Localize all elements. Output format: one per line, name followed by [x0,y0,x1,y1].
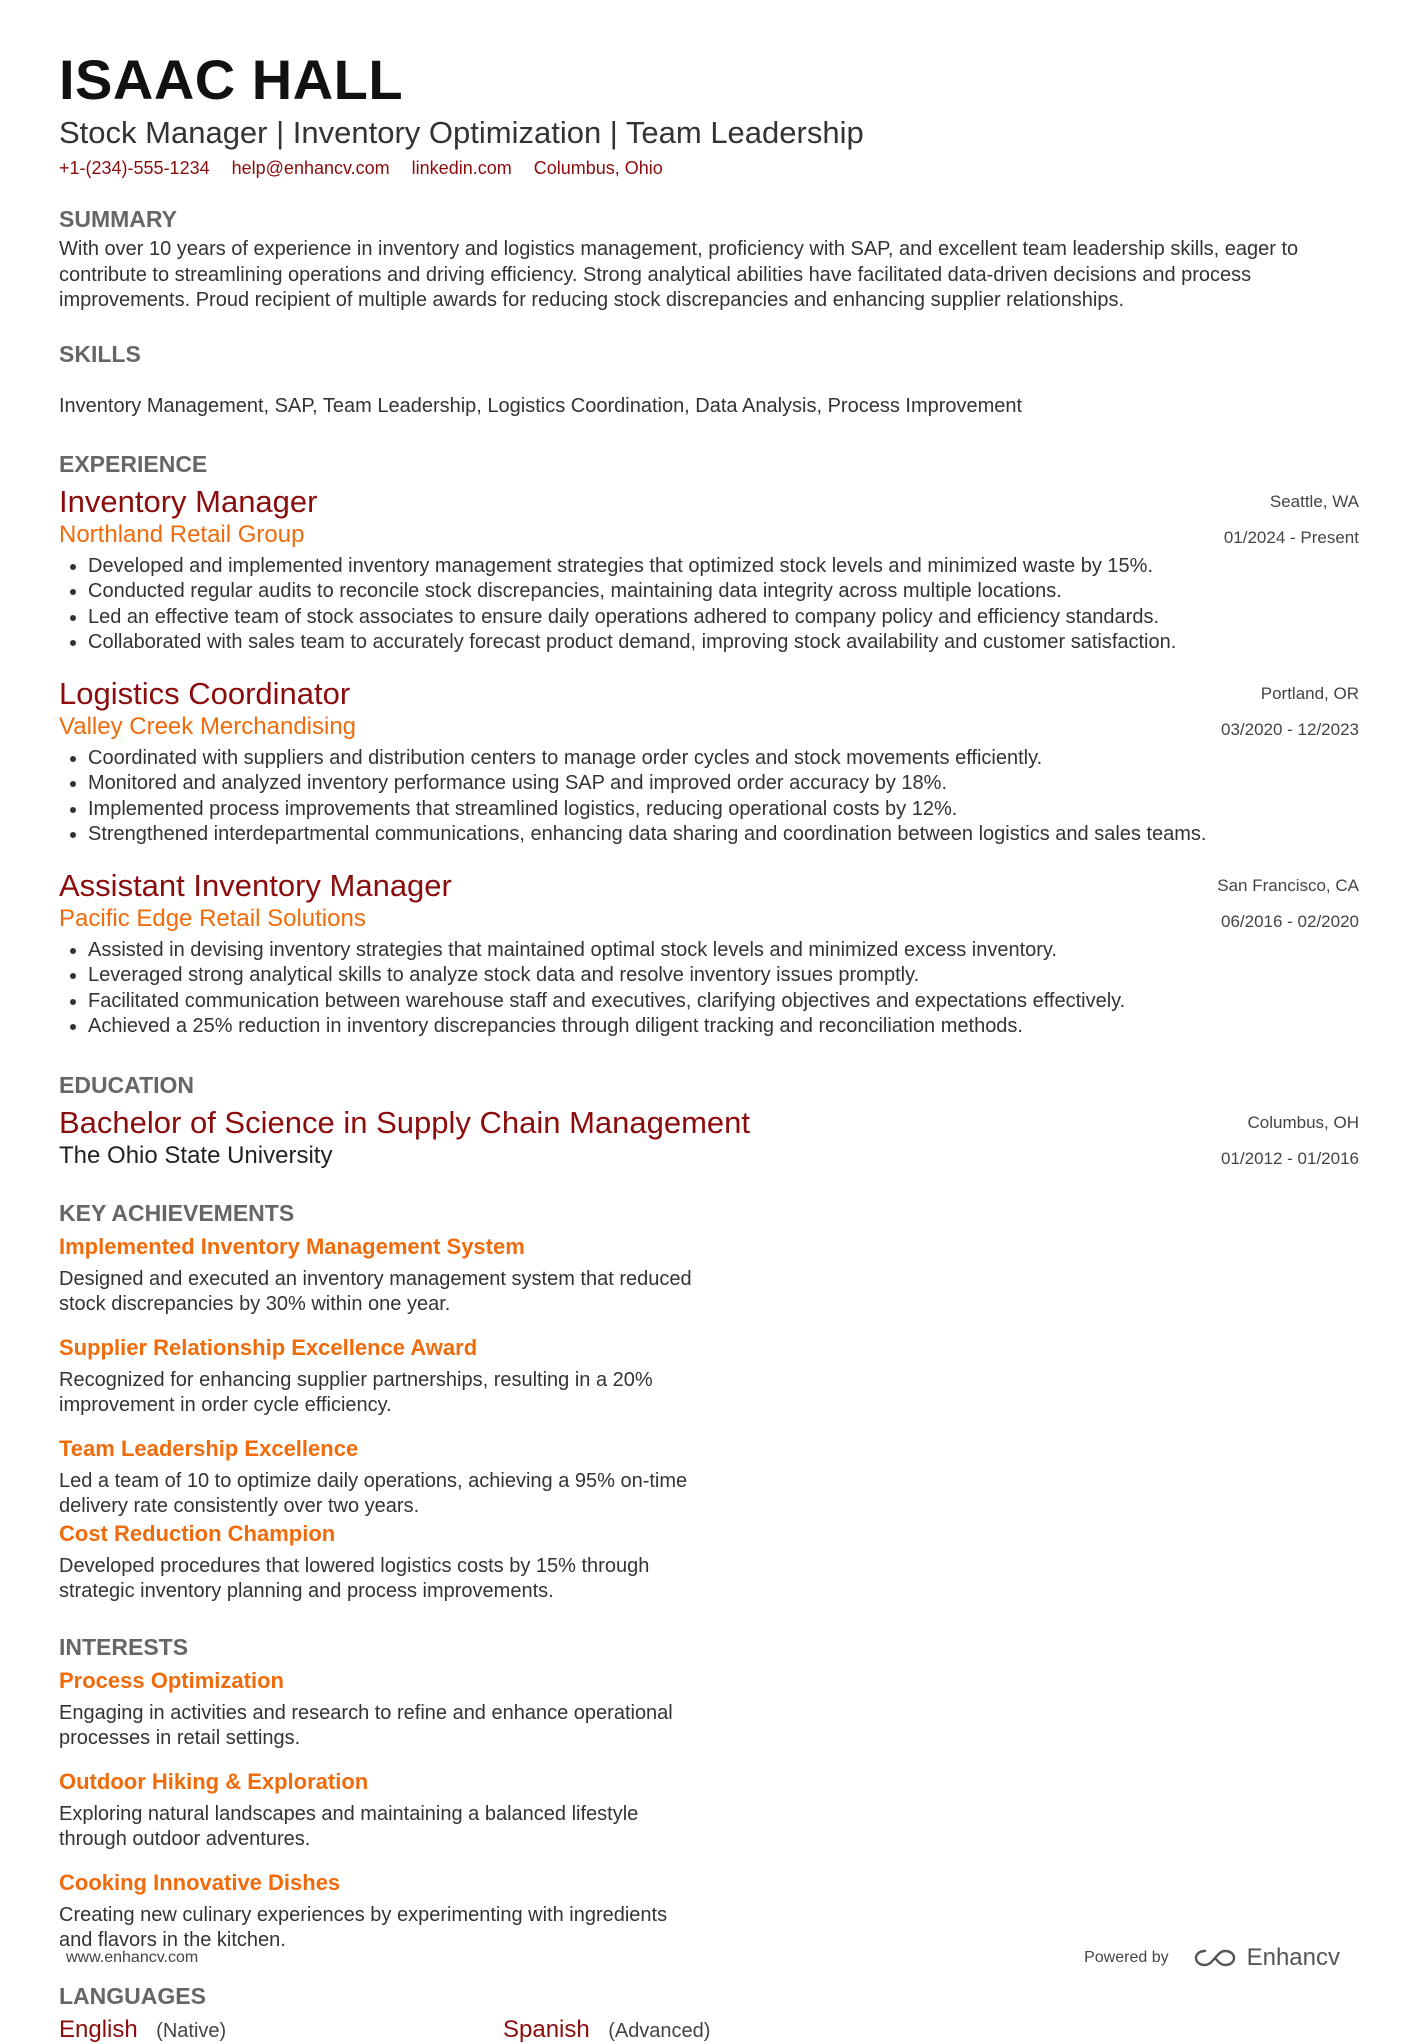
interest-item [59,1667,725,1752]
language-level: (Native) [156,2019,227,2042]
education-degree: Bachelor of Science in Supply Chain Management [59,1104,751,1140]
job-entry [59,676,1359,848]
job-company: Valley Creek Merchandising [59,712,357,740]
job-bullet: • Monitored and analyzed inventory performance using SAP and improved order accuracy by 18%. [88,771,1359,797]
summary-section [59,205,1359,314]
job-title: Assistant Inventory Manager [59,867,452,903]
achievement-desc: Led a team of 10 to optimize daily operations, achieving a 95% on-time delivery rate consistently over two years. [59,1469,688,1517]
languages-list [59,2016,1359,2044]
job-meta [1221,676,1359,748]
contact-linkedin[interactable]: linkedin.com [411,158,512,178]
contact-phone[interactable]: +1-(234)-555-1234 [59,158,210,178]
interest-desc: Engaging in activities and research to refine and enhance operational processes in retail settings. [59,1701,673,1749]
job-bullet: • Implemented process improvements that streamlined logistics, reducing operational costs by 12%. [88,797,1359,823]
job-title: Logistics Coordinator [59,675,351,711]
language-name: English [59,2015,138,2043]
footer-powered-by [1084,1944,1340,1972]
job-bullet: • Collaborated with sales team to accurately forecast product demand, improving stock availability and customer satisfaction. [88,630,1359,656]
achievement-item [59,1233,725,1318]
job-entry [59,484,1359,656]
job-meta [1217,868,1359,940]
skills-title: SKILLS [59,340,141,367]
resume-header [59,48,1359,180]
language-name: Spanish [503,2015,590,2043]
powered-by-label: Powered by [1084,1949,1169,1966]
achievement-desc: Designed and executed an inventory management system that reduced stock discrepancies by 30% within one year. [59,1267,692,1315]
interest-item [59,1869,725,1954]
language-level: (Advanced) [608,2019,711,2042]
achievements-section [59,1199,1359,1605]
job-company: Pacific Edge Retail Solutions [59,904,366,932]
enhancv-logo-icon [1193,1947,1237,1969]
achievement-title: Supplier Relationship Excellence Award [59,1334,478,1360]
enhancv-logo[interactable] [1193,1944,1340,1972]
achievement-desc: Recognized for enhancing supplier partnerships, resulting in a 20% improvement in order cycle efficiency. [59,1368,653,1416]
enhancv-brand-text: Enhancv [1246,1944,1340,1971]
contact-location: Columbus, Ohio [533,158,663,178]
job-bullet: • Developed and implemented inventory management strategies that optimized stock levels and minimized waste by 15%. [88,554,1359,580]
interest-title: Cooking Innovative Dishes [59,1869,341,1895]
job-bullet: • Achieved a 25% reduction in inventory discrepancies through diligent tracking and reconciliation methods. [88,1014,1359,1040]
education-title: EDUCATION [59,1071,195,1098]
job-bullets [59,746,1359,848]
skills-list: Inventory Management, SAP, Team Leadership, Logistics Coordination, Data Analysis, Process Improvement [59,394,1023,417]
interests-section [59,1633,1359,1954]
education-school: The Ohio State University [59,1141,333,1169]
education-meta [1221,1105,1359,1177]
interests-grid [59,1667,1359,1954]
job-location: San Francisco, CA [1217,875,1359,895]
job-bullet: • Coordinated with suppliers and distribution centers to manage order cycles and stock movements efficiently. [88,746,1359,772]
job-title: Inventory Manager [59,483,318,519]
job-bullets [59,938,1359,1040]
summary-text: With over 10 years of experience in inventory and logistics management, proficiency with SAP, and excellent team leadership skills, eager to contribute to streamlining operations and driving efficiency. Strong analytical abilities have facilitated data-driven decisions and process improvements. Proud recipient of multiple awards for reducing stock discrepancies and enhancing supplier relationships. [59,238,1299,311]
skills-section [59,340,1359,419]
contact-line [59,156,1359,180]
interests-title: INTERESTS [59,1633,189,1660]
candidate-name: ISAAC HALL [59,48,404,111]
job-bullet: • Strengthened interdepartmental communications, enhancing data sharing and coordination between logistics and sales teams. [88,822,1359,848]
achievement-title: Implemented Inventory Management System [59,1233,525,1259]
achievement-item [59,1334,725,1419]
interest-item [59,1768,725,1853]
interest-desc: Exploring natural landscapes and maintaining a balanced lifestyle through outdoor adventures. [59,1802,639,1850]
job-bullet: • Conducted regular audits to reconcile stock discrepancies, maintaining data integrity across multiple locations. [88,579,1359,605]
candidate-headline: Stock Manager | Inventory Optimization | Team Leadership [59,115,864,150]
languages-section [59,1982,1359,2044]
job-dates: 01/2024 - Present [1223,527,1359,547]
job-dates: 03/2020 - 12/2023 [1220,719,1359,739]
achievement-title: Cost Reduction Champion [59,1520,336,1546]
experience-section [59,450,1359,1040]
achievements-title: KEY ACHIEVEMENTS [59,1199,295,1226]
summary-title: SUMMARY [59,206,177,232]
job-location: Portland, OR [1260,683,1359,703]
education-location: Columbus, OH [1247,1112,1359,1132]
education-dates: 01/2012 - 01/2016 [1220,1148,1359,1168]
job-bullet: • Leveraged strong analytical skills to analyze stock data and resolve inventory issues promptly. [88,963,1359,989]
language-item [59,2016,503,2044]
achievement-title: Team Leadership Excellence [59,1435,359,1461]
interest-desc: Creating new culinary experiences by experimenting with ingredients and flavors in the kitchen. [59,1903,668,1951]
education-section [59,1071,1359,1171]
job-company: Northland Retail Group [59,520,305,548]
language-item [503,2016,947,2044]
job-dates: 06/2016 - 02/2020 [1220,911,1359,931]
job-bullet: • Assisted in devising inventory strategies that maintained optimal stock levels and minimized excess inventory. [88,938,1359,964]
job-entry [59,868,1359,1040]
interest-title: Process Optimization [59,1667,284,1693]
interest-title: Outdoor Hiking & Exploration [59,1768,369,1794]
achievement-item [59,1435,725,1520]
job-bullet: • Led an effective team of stock associates to ensure daily operations adhered to company policy and efficiency standards. [88,605,1359,631]
achievement-desc: Developed procedures that lowered logistics costs by 15% through strategic inventory planning and process improvements. [59,1554,650,1602]
experience-title: EXPERIENCE [59,450,208,477]
contact-email[interactable]: help@enhancv.com [231,158,390,178]
job-bullet: • Facilitated communication between warehouse staff and executives, clarifying objectives and expectations effectively. [88,989,1359,1015]
footer-website-link[interactable]: www.enhancv.com [66,1949,199,1966]
achievements-grid [59,1233,1359,1605]
job-location: Seattle, WA [1269,491,1359,511]
achievement-item [59,1520,725,1605]
job-meta [1224,484,1359,556]
languages-title: LANGUAGES [59,1982,206,2009]
page-footer [66,1944,1340,1972]
education-entry [59,1105,1359,1171]
job-bullets [59,554,1359,656]
